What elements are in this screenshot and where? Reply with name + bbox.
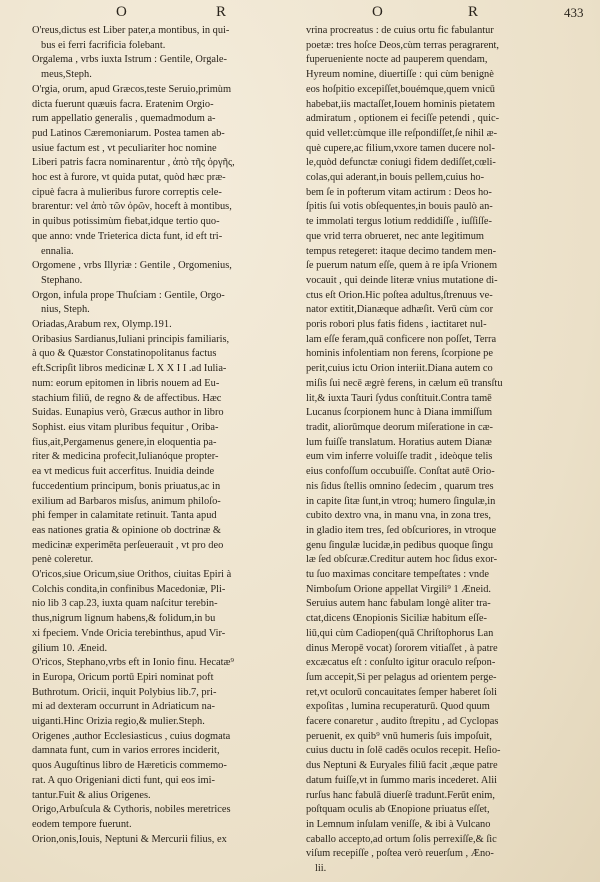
right-text-column xyxy=(306,24,568,877)
text-line: viſum recepiſſe , poſtea verò reuerſum , Æno- xyxy=(306,848,494,860)
text-line: Hyreum nomine, diuertiſſe : qui cùm benignè xyxy=(306,69,494,81)
text-line: O'rgia, orum, apud Græcos,teste Seruio,primùm xyxy=(32,83,232,95)
left-text-column xyxy=(32,24,294,847)
text-line: eft.Scripſit libros medicinæ L X X I I .ad Iulia- xyxy=(32,363,227,375)
text-line: penè coleretur. xyxy=(32,554,94,566)
text-line: lam eſſe feram,quā conficere non poſſet, Terra xyxy=(306,333,497,345)
text-line: lii. xyxy=(315,863,327,875)
text-line: fuccedentium principum, bonis priuatus,ac in xyxy=(32,480,221,492)
text-line: Origenes ,author Ecclesiasticus , cuius dogmata xyxy=(32,730,231,742)
text-line: caballo accepto,ad ortum ſolis perrexiſſe,& ſic xyxy=(306,833,497,845)
text-line: brarentur: vel ἀπὸ τῶν ὀρῶν, hoceft à montibus, xyxy=(32,201,232,213)
page-number: 433 xyxy=(564,5,584,20)
text-line: bem ſe in pofterum vitam actirum : Deos ho- xyxy=(306,186,492,198)
text-line: medicinæ experimēta perſeuerauit , vt pro deo xyxy=(32,539,224,551)
text-line: ret,vt oculorū concauitates ſemper haberet ſoli xyxy=(306,686,497,698)
text-line: tu ſuo maximas concitare tempeſtates : vnde xyxy=(306,569,489,581)
text-line: Sophist. eius vitam pluribus fequitur , Oriba- xyxy=(32,421,219,433)
text-line: eum vim inferre voluiſſe tradit , ideòque telis xyxy=(306,451,493,463)
text-line: in gladio item tres, ſed obſcuriores, in vtroque xyxy=(306,524,497,536)
text-line: Orgon, infula prope Thuſciam : Gentile, Orgo- xyxy=(32,289,225,301)
text-line: dus Neptuni & Euryales filiū facit ,æque patre xyxy=(306,760,498,772)
text-line: Seruius autem hanc fabulam longè aliter tra- xyxy=(306,598,491,610)
text-line: colas,qui aderant,in bouis pellem,cuius ho- xyxy=(306,172,485,184)
text-line: in quibus potissimùm fiebat,idque tertio quo- xyxy=(32,216,220,228)
text-line: usiue factum est , vt peculiariter hoc nomine xyxy=(32,142,217,154)
text-line: eos hoſpitio excepiſſet,bouémque,quem vnicū xyxy=(306,83,496,95)
text-line: Oribasius Sardianus,Iuliani principis familiaris, xyxy=(32,333,230,345)
text-line: que vrid terra obrueret, nec ante legitimum xyxy=(306,230,485,242)
header-letter-right-2: R xyxy=(468,4,481,20)
text-line: exilium ad Barbaros misſus, animum philoſo- xyxy=(32,495,221,507)
text-line: læ ſed obſcuræ.Creditur autem hoc ſidus exor- xyxy=(306,554,498,566)
text-line: xi fpeciem. Vnde Oricia terebinthus, apud Vir- xyxy=(32,627,226,639)
text-line: Liberi patris facra nominarentur , ἀπὸ τῆς ὀργῆς, xyxy=(32,157,235,169)
text-line: facere conaretur , audito ſtrepitu , ad Cyclopas xyxy=(306,716,499,728)
text-line: vrina procreatus : de cuius ortu fic fabulantur xyxy=(306,25,494,36)
text-line: tantur.Fuit & alius Origenes. xyxy=(32,789,151,801)
text-line: eius confoſſum occubuiſſe. Conſtat autē Orio- xyxy=(306,466,495,478)
text-line: Buthrotum. Oricii, inquit Polybius lib.7, pri- xyxy=(32,686,217,698)
text-line: ctus eſt Orion.Hic poſtea adultus,ſtrenuus ve- xyxy=(306,289,493,301)
text-line: in Europa, Oricum portū Epiri nominat poft xyxy=(32,671,214,683)
text-line: dicta fuerunt quæuis facra. Eratenim Orgio- xyxy=(32,98,214,110)
text-line: lit,& iuxta Tauri ſydus conſtituit.Contra tamē xyxy=(306,392,492,404)
text-line: damnata funt, cum in varios errores inciderit, xyxy=(32,745,220,757)
text-line: O'ricos, Stephano,vrbs eft in Ionio finu. Hecatæ⁹ xyxy=(32,657,235,669)
text-line: le,quòd defunctæ coniugi fidem dediſſet,cœli- xyxy=(306,157,496,169)
text-line: datum fuiſſe,vt in ſummo maris incederet. Alii xyxy=(306,774,498,786)
text-line: nis ſidus ſtellis omnino ſedecim , quarum tres xyxy=(306,480,494,492)
text-line: in Lemnum inſulam veniſſe, & ibi à Vulcano xyxy=(306,818,491,830)
text-line: perit,cuius ictu Orion interiit.Diana autem co xyxy=(306,363,493,375)
text-line: Nimboſum Orione appellat Virgili⁹ 1 Æneid. xyxy=(306,583,492,595)
text-line: uiganti.Hinc Orizia regio,& mulier.Steph. xyxy=(32,716,205,728)
text-line: hoc est à furore, vt quida putat, quòd hæc præ- xyxy=(32,172,226,184)
running-header xyxy=(0,4,600,26)
text-line: gilium 10. Æneid. xyxy=(32,642,108,654)
text-line: Lucanus ſcorpionem hunc à Diana immiſſum xyxy=(306,407,493,419)
text-line: admiratum , optionem ei feciſſe petendi , quic- xyxy=(306,113,500,125)
text-line: stachium filiū, de regno & de affectibus. Hæc xyxy=(32,392,222,404)
text-line: eodem tempore fuerunt. xyxy=(32,818,132,830)
text-line: riter & medicina profecit,Iulianóque propter- xyxy=(32,451,219,463)
text-line: quos Auguſtinus libro de Hæreticis commemo- xyxy=(32,760,227,772)
text-line: Orgalema , vrbs iuxta Istrum : Gentile, Orgale- xyxy=(32,54,227,66)
text-line: rat. A quo Origeniani dicti funt, qui eos imi- xyxy=(32,774,215,786)
text-line: thus,nigrum lignum habens,& folidum,in bu xyxy=(32,613,216,625)
text-line: ea vt medicus fuit accerfitus. Inuidia deinde xyxy=(32,466,215,478)
text-line: fius,ait,Pergamenus genere,in eloquentia pa- xyxy=(32,436,217,448)
text-line: nius, Steph. xyxy=(41,304,90,316)
text-line: Oriadas,Arabum rex, Olymp.191. xyxy=(32,319,172,331)
text-line: tempus retegeret: itaque decimo tandem men- xyxy=(306,245,497,257)
text-line: rurſus hanc fabulā diuerſè tradunt.Ferūt enim, xyxy=(306,789,495,801)
text-line: ctat,dicens Œnopionis Siciliæ habitum eſſe- xyxy=(306,613,487,625)
text-line: mi ad dexteram occurrunt in Adriaticum na- xyxy=(32,701,215,713)
text-line: lum fuiſſe translatum. Horatius autem Dianæ xyxy=(306,436,492,448)
text-line: excæcatus eſt : conſulto igitur oraculo reſpon- xyxy=(306,657,496,669)
text-line: genu ſingulæ lucidæ,in pedibus quoque ſingu xyxy=(306,539,494,551)
text-line: cubito dextro vna, in manu vna, in zona tres, xyxy=(306,510,491,522)
text-line: poſtquam oculis ab Œnopione priuatus eſſet, xyxy=(306,804,490,816)
text-line: miſis ſui necē ægrè ferens, in cælum eū transſtu xyxy=(306,377,503,389)
text-line: vocauit , qui deinde literæ vnius mutatione di- xyxy=(306,274,498,286)
text-line: Origo,Arbuſcula & Cythoris, nobiles meretrices xyxy=(32,804,231,816)
text-line: meus,Steph. xyxy=(41,69,92,81)
text-line: phi femper in calamitate retinuit. Tanta apud xyxy=(32,510,217,522)
text-line: peruenit, ex quib⁹ vnū humeris ſuis impoſuit, xyxy=(306,730,493,742)
text-line: O'ricos,siue Oricum,siue Orithos, ciuitas Epiri à xyxy=(32,569,232,581)
text-line: quid vellet:cùmque ille reſpondiſſet,ſe nihil æ- xyxy=(306,127,498,139)
text-line: poetæ: tres hoſce Deos,cùm terras peragrarent, xyxy=(306,39,500,51)
header-letter-left-2: R xyxy=(216,4,229,20)
text-line: rum appellatio generalis , quemadmodum a- xyxy=(32,113,216,125)
text-line: bus ei ferri facrificia folebant. xyxy=(41,39,166,51)
text-line: pud Latinos Cæremoniarum. Postea tamen ab- xyxy=(32,127,225,139)
text-line: eas nationes gratia & opinione ob doctrinæ & xyxy=(32,524,222,536)
text-line: à quo & Quæstor Constatinopolitanus factus xyxy=(32,348,217,360)
header-letter-right-1: O xyxy=(372,4,385,20)
text-line: cuius ductu in ſolē cadēs oculos recepit. Heſio- xyxy=(306,745,501,757)
text-line: ſe puerum natum eſſe, quem à re ipſa Vrionem xyxy=(306,260,498,272)
text-line: nio lib 3 cap.23, iuxta quam naſcitur terebin- xyxy=(32,598,218,610)
text-line: dinus Meropē vocat) ſororem vitiaſſet , à patre xyxy=(306,642,498,654)
text-line: Orion,onis,Iouis, Neptuni & Mercurii filius, ex xyxy=(32,833,227,845)
text-line: expoſitas , lumina recuperaturū. Quod quum xyxy=(306,701,490,713)
text-line: hominis infolentiam non ferens, ſcorpione pe xyxy=(306,348,493,360)
text-line: que anno: vnde Trieterica dicta funt, id eft tri- xyxy=(32,230,223,242)
text-line: Orgomene , vrbs Illyriæ : Gentile , Orgomenius, xyxy=(32,260,232,272)
text-line: te immolati tergus lotium reddidiſſe , iuſſiſſe- xyxy=(306,216,492,228)
text-line: ſum accepit,Si per pelagus ad orientem perge- xyxy=(306,671,497,683)
text-line: Colchis condita,in confinibus Macedoniæ, Pli- xyxy=(32,583,226,595)
text-line: Suidas. Eunapius verò, Græcus author in libro xyxy=(32,407,224,419)
text-line: num: eorum epitomen in libris nouem ad Eu- xyxy=(32,377,220,389)
text-line: ennalia. xyxy=(41,245,74,257)
text-line: nator extitit,Dianæque adhæſit. Verū cùm cor xyxy=(306,304,494,316)
text-line: habebat,iis mactaſſet,Iouem hominis pietatem xyxy=(306,98,495,110)
text-line: cipuè facra à mulieribus furore correptis cele- xyxy=(32,186,222,198)
text-line: fuperueniente nocte ad pauperem quendam, xyxy=(306,54,488,66)
text-line: liū,qui cùm Cadiopen(quā Chriſtophorus Lan xyxy=(306,627,494,639)
header-letter-left-1: O xyxy=(116,4,129,20)
text-line: poris robori plus fatis fidens , iactitaret nul- xyxy=(306,319,487,331)
text-line: tradit, aliorūmque deorum miſeratione in cæ- xyxy=(306,421,493,433)
text-line: O'reus,dictus est Liber pater,a montibus, in qui- xyxy=(32,25,230,36)
text-line: in capite ſitæ ſunt,in vtroq; humero ſingulæ,in xyxy=(306,495,496,507)
text-line: Stephano. xyxy=(41,274,83,286)
text-line: què cupere,ac filium,vxore tamen ducere nol- xyxy=(306,142,495,154)
text-line: ſpitis ſui votis obſequentes,in bouis paulò an- xyxy=(306,201,493,213)
